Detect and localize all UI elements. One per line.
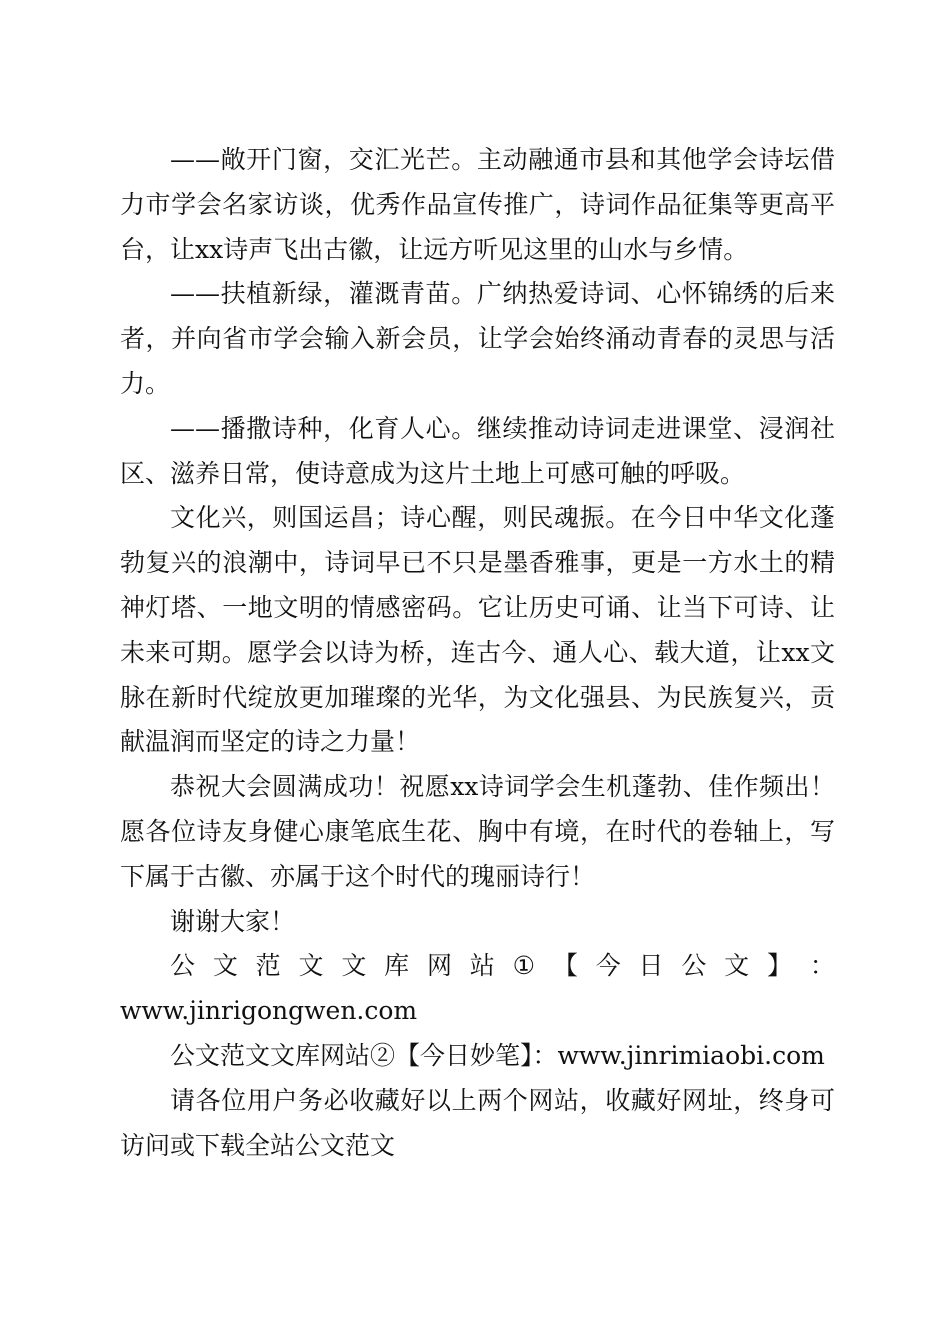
site1-label-char: 公 — [681, 951, 707, 981]
site1-label-char: 公 — [170, 951, 196, 981]
paragraph-open-windows: ——敞开门窗，交汇光芒。主动融通市县和其他学会诗坛借力市学会名家访谈，优秀作品宣传推广，诗词作品征集等更高平台，让xx诗声飞出古徽，让远方听见这里的山水与乡情。 — [120, 145, 835, 264]
site1-label-char: 网 — [426, 951, 452, 981]
paragraph-poetry-seeds: ——播撒诗种，化育人心。继续推动诗词走进课堂、浸润社区、滋养日常，使诗意成为这片土地上可感可触的呼吸。 — [120, 413, 835, 488]
paragraph-congratulations: 恭祝大会圆满成功！祝愿xx诗词学会生机蓬勃、佳作频出！愿各位诗友身健心康笔底生花、胸中有境，在时代的卷轴上，写下属于古徽、亦属于这个时代的瑰丽诗行！ — [120, 772, 835, 891]
paragraph-thanks: 谢谢大家！ — [170, 906, 296, 936]
paragraph-culture-revival: 文化兴，则国运昌；诗心醒，则民魂振。在今日中华文化蓬勃复兴的浪潮中，诗词早已不只是墨香雅事，更是一方水土的精神灯塔、一地文明的情感密码。它让历史可诵、让当下可诗、让未来可期。愿学会以诗为桥，连古今、通人心、载大道，让xx文脉在新时代绽放更加璀璨的光华，为文化强县、为民族复兴，贡献温润而坚定的诗之力量！ — [120, 503, 835, 757]
notice-paragraph: 请各位用户务必收藏好以上两个网站，收藏好网址，终身可访问或下载全站公文范文 — [120, 1085, 835, 1160]
document-page — [120, 138, 835, 1168]
site1-url[interactable]: www.jinrigongwen.com — [120, 996, 418, 1026]
site1-label-char: 文 — [212, 951, 238, 981]
site1-label-char: 日 — [638, 951, 664, 981]
site1-label-char: ： — [809, 951, 835, 981]
site1-label-char: 范 — [255, 951, 281, 981]
site1-label-char: 站 — [469, 951, 495, 981]
site1-label-char: 文 — [298, 951, 324, 981]
site1-label — [120, 944, 835, 989]
site2-line[interactable]: 公文范文文库网站②【今日妙笔】：www.jinrimiaobi.com — [170, 1040, 825, 1070]
site1-label-char: 今 — [595, 951, 621, 981]
site1-label-char: 库 — [384, 951, 410, 981]
paragraph-new-green: ——扶植新绿，灌溉青苗。广纳热爱诗词、心怀锦绣的后来者，并向省市学会输入新会员，让学会始终涌动青春的灵思与活力。 — [120, 279, 835, 398]
site1-label-char: 】 — [767, 951, 793, 981]
site1-label-char: ① — [512, 951, 536, 981]
site1-label-char: 【 — [552, 951, 578, 981]
site1-label-char: 文 — [724, 951, 750, 981]
site1-label-char: 文 — [341, 951, 367, 981]
